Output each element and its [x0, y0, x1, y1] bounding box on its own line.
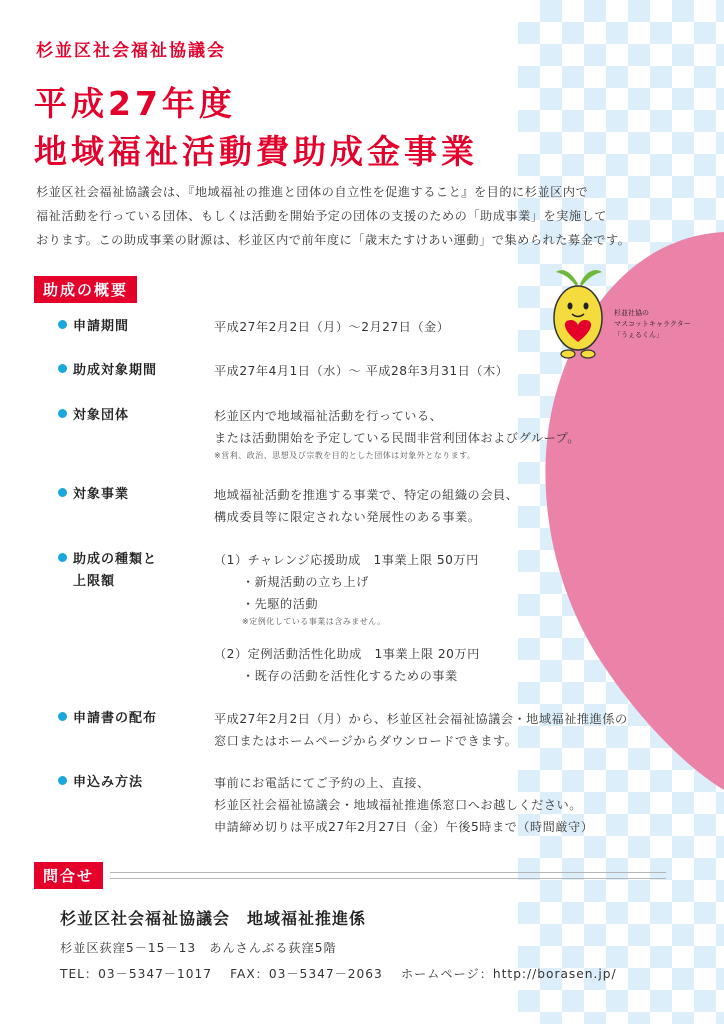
page-title: 地域福祉活動費助成金事業 [34, 132, 478, 171]
grant-type-2: （2）定例活動活性化助成 1事業上限 20万円 [214, 647, 480, 661]
mascot-bean-icon [540, 262, 616, 362]
contact-org: 杉並区社会福祉協議会 地域福祉推進係 [60, 909, 367, 928]
value-target-projects: 地域福祉活動を推進する事業で、特定の組織の会員、 構成委員等に限定されない発展性のある事業。 [214, 488, 519, 524]
page-title-year: 平成27年度 [34, 84, 236, 123]
bullet-dot-icon [58, 712, 67, 721]
label-application-method: 申込み方法 [58, 772, 143, 794]
label-grant-period: 助成対象期間 [58, 360, 157, 382]
label-grant-types: 助成の種類と 上限額 [58, 549, 157, 593]
contact-address: 杉並区荻窪5－15－13 あんさんぶる荻窪5階 [60, 941, 337, 955]
bullet-dot-icon [58, 553, 67, 562]
intro-line: おります。この助成事業の財源は、杉並区内で前年度に「歳末たすけあい運動」で集められた募金です。 [36, 233, 631, 247]
intro-line: 福祉活動を行っている団体、もしくは活動を開始予定の団体の支援のための「助成事業」を実施して [36, 209, 607, 223]
contact-phones: TEL：03－5347－1017 FAX：03－5347－2063 ホームページ：http://borasen.jp/ [60, 967, 617, 981]
label-form-distribution: 申請書の配布 [58, 708, 157, 730]
bullet-dot-icon [58, 488, 67, 497]
value-application-method: 事前にお電話にてご予約の上、直接、 杉並区社会福祉協議会・地域福祉推進係窓口へお越しください。 申請締め切りは平成27年2月27日（金）午後5時まで（時間厳守） [214, 776, 594, 834]
overview-section-label: 助成の概要 [34, 276, 137, 303]
value-grant-period: 平成27年4月1日（水）〜 平成28年3月31日（木） [214, 364, 509, 378]
grant-type-1: （1）チャレンジ応援助成 1事業上限 50万円 [214, 553, 479, 567]
label-application-period: 申請期間 [58, 316, 129, 338]
value-grant-types: （1）チャレンジ応援助成 1事業上限 50万円 ・新規活動の立ち上げ ・先駆的活動 ※定例化している事業は含みません。 （2）定例活動活性化助成 1事業上限 20万円 ・既存の活動を活性化するための事業 [214, 549, 654, 687]
header-org: 杉並区社会福祉協議会 [36, 41, 226, 61]
contact-section-label: 問合せ [34, 862, 103, 889]
bullet-dot-icon [58, 364, 67, 373]
contact-info [60, 935, 617, 987]
label-target-projects: 対象事業 [58, 484, 129, 506]
value-target-groups: 杉並区内で地域福祉活動を行っている、 または活動開始を予定している民間非営利団体およびグループ。 ※営利、政治、思想及び宗教を目的とした団体は対象外となります。 [214, 405, 654, 463]
label-target-groups: 対象団体 [58, 405, 129, 427]
value-application-period: 平成27年2月2日（月）〜2月27日（金） [214, 320, 450, 334]
note-text: ※定例化している事業は含みません。 [242, 617, 386, 626]
mascot-caption: 杉並社協の マスコットキャラクター 「うぇるくん」 [614, 309, 691, 339]
bullet-dot-icon [58, 409, 67, 418]
divider [110, 872, 666, 879]
note-text: ※営利、政治、思想及び宗教を目的とした団体は対象外となります。 [214, 451, 476, 460]
intro-line: 杉並区社会福祉協議会は、『地域福祉の推進と団体の自立性を促進すること』を目的に杉並区内で [36, 185, 589, 199]
bullet-dot-icon [58, 320, 67, 329]
value-form-distribution: 平成27年2月2日（月）から、杉並区社会福祉協議会・地域福祉推進係の 窓口またはホームページからダウンロードできます。 [214, 712, 628, 748]
intro-text [36, 180, 636, 252]
bullet-dot-icon [58, 776, 67, 785]
